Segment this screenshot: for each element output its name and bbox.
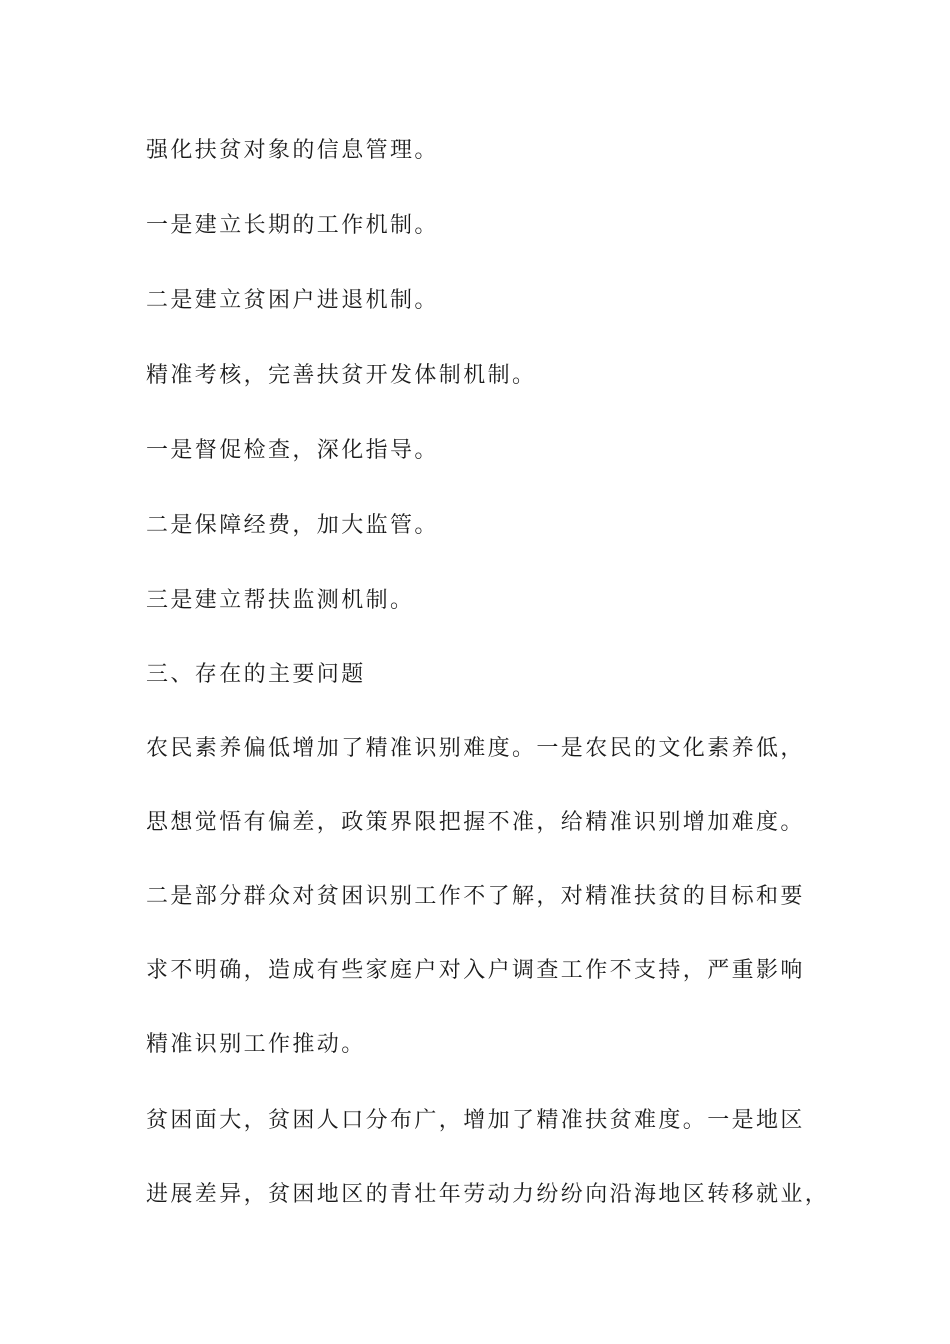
section-heading: 三、存在的主要问题: [146, 662, 366, 687]
text-line: 三是建立帮扶监测机制。: [146, 588, 415, 613]
text-line: 一是建立长期的工作机制。: [146, 213, 439, 238]
text-line: 二是保障经费，加大监管。: [146, 513, 439, 538]
text-line: 强化扶贫对象的信息管理。: [146, 138, 439, 163]
text-line: 农民素养偏低增加了精准识别难度。一是农民的文化素养低，: [146, 736, 805, 761]
text-line: 一是督促检查，深化指导。: [146, 438, 439, 463]
text-line: 求不明确，造成有些家庭户对入户调查工作不支持，严重影响: [146, 958, 805, 983]
text-line: 精准考核，完善扶贫开发体制机制。: [146, 363, 537, 388]
text-line: 进展差异，贫困地区的青壮年劳动力纷纷向沿海地区转移就业，: [146, 1182, 830, 1207]
text-line: 二是部分群众对贫困识别工作不了解，对精准扶贫的目标和要: [146, 884, 805, 909]
text-line: 贫困面大，贫困人口分布广，增加了精准扶贫难度。一是地区: [146, 1108, 805, 1133]
text-line: 二是建立贫困户进退机制。: [146, 288, 439, 313]
text-line: 精准识别工作推动。: [146, 1032, 366, 1057]
text-line: 思想觉悟有偏差，政策界限把握不准，给精准识别增加难度。: [146, 810, 805, 835]
